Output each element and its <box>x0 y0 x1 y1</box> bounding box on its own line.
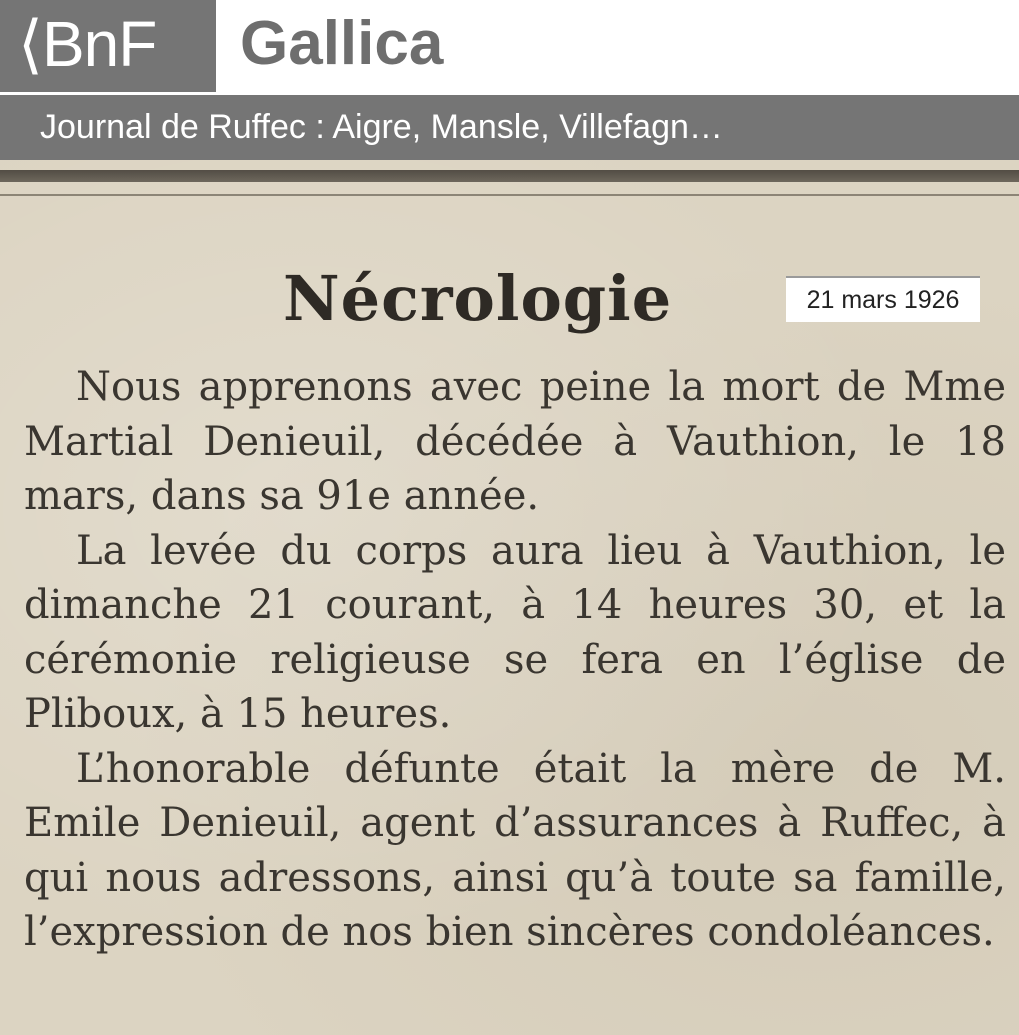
newspaper-scan <box>0 160 1019 1035</box>
bnf-logo[interactable]: ⟨BnF <box>0 0 216 92</box>
gallica-logo[interactable]: Gallica <box>240 9 444 78</box>
document-title-bar <box>0 95 1019 160</box>
column-rule-thick <box>0 170 1019 182</box>
date-badge: 21 mars 1926 <box>786 276 980 322</box>
article-heading: Nécrologie <box>283 262 673 335</box>
article-body <box>24 360 1006 960</box>
column-rule-thin <box>0 194 1019 196</box>
article-paragraph: La levée du corps aura lieu à Vauthion, le dimanche 21 courant, à 14 heures 30, et la cérémonie religieuse se fera en l’église de Pliboux, à 15 heures. <box>24 527 1006 737</box>
document-title[interactable]: Journal de Ruffec : Aigre, Mansle, Villefagn… <box>40 108 723 146</box>
article-paragraph: Nous apprenons avec peine la mort de Mme Martial Denieuil, décédée à Vauthion, le 18 mars, dans sa 91e année. <box>24 364 1006 519</box>
article-paragraph: L’honorable défunte était la mère de M. Emile Denieuil, agent d’assurances à Ruffec, à qui nous adressons, ainsi qu’à toute sa famille, l’expression de nos bien sincères condoléances. <box>24 745 1006 955</box>
site-header <box>0 0 1019 94</box>
